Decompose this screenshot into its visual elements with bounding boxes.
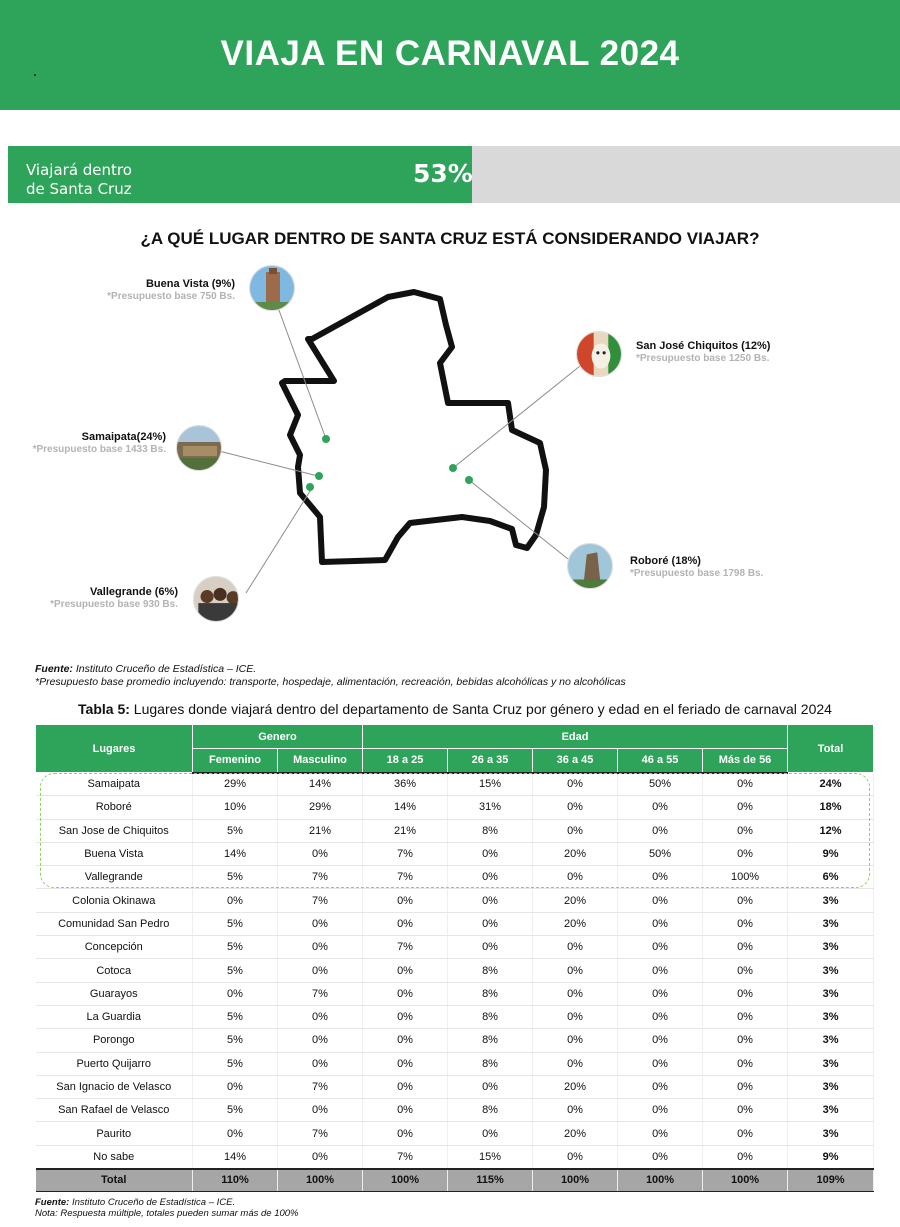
- table-cell: 0%: [533, 773, 618, 796]
- table-cell: 0%: [703, 1005, 788, 1028]
- table-row: [36, 1029, 874, 1052]
- robore-photo: [567, 543, 613, 589]
- table-cell: 21%: [363, 819, 448, 842]
- table-row: [36, 959, 874, 982]
- dot-buena-vista: [322, 435, 330, 443]
- table-cell: 0%: [278, 1029, 363, 1052]
- total-cell: 109%: [788, 1169, 874, 1192]
- table-cell: 3%: [788, 982, 874, 1005]
- table-cell: 0%: [618, 796, 703, 819]
- table-cell: 0%: [533, 1052, 618, 1075]
- row-label: Guarayos: [36, 982, 193, 1005]
- table-cell: 0%: [618, 982, 703, 1005]
- table-cell: 7%: [278, 1075, 363, 1098]
- table-cell: 0%: [533, 866, 618, 889]
- table-cell: 0%: [618, 1029, 703, 1052]
- table-cell: 0%: [703, 936, 788, 959]
- table-cell: 8%: [448, 1052, 533, 1075]
- table-cell: 7%: [363, 842, 448, 865]
- map-notes: Fuente: Instituto Cruceño de Estadística – ICE. *Presupuesto base promedio incluyendo: transporte, hospedaje, alimentación, recreación, bebidas alcohólicas y no alcohólicas: [35, 663, 626, 688]
- header-dot: [34, 74, 36, 76]
- table-cell: 0%: [448, 866, 533, 889]
- table-cell: 14%: [193, 842, 278, 865]
- table-cell: 0%: [618, 912, 703, 935]
- table-cell: 50%: [618, 842, 703, 865]
- row-label: San Jose de Chiquitos: [36, 819, 193, 842]
- table-cell: 50%: [618, 773, 703, 796]
- label-buena-vista: Buena Vista (9%) *Presupuesto base 750 Bs.: [107, 278, 235, 302]
- table-cell: 0%: [448, 936, 533, 959]
- row-label: San Ignacio de Velasco: [36, 1075, 193, 1098]
- table-cell: 0%: [703, 773, 788, 796]
- table-cell: 3%: [788, 1029, 874, 1052]
- subheader-cell: 46 a 55: [618, 749, 703, 773]
- table-cell: 5%: [193, 819, 278, 842]
- table-cell: 7%: [363, 936, 448, 959]
- table-cell: 0%: [448, 842, 533, 865]
- table-cell: 15%: [448, 773, 533, 796]
- table-cell: 0%: [533, 959, 618, 982]
- label-vallegrande: Vallegrande (6%) *Presupuesto base 930 Bs.: [50, 586, 178, 610]
- table-cell: 3%: [788, 1099, 874, 1122]
- table-cell: 7%: [363, 1145, 448, 1168]
- table-cell: 7%: [278, 982, 363, 1005]
- table-cell: 0%: [533, 1145, 618, 1168]
- table-cell: 0%: [363, 1052, 448, 1075]
- total-label: Total: [36, 1169, 193, 1192]
- table-row: [36, 912, 874, 935]
- subheader-cell: Más de 56: [703, 749, 788, 773]
- table-cell: 0%: [363, 1075, 448, 1098]
- table-cell: 0%: [448, 912, 533, 935]
- label-samaipata: Samaipata(24%) *Presupuesto base 1433 Bs.: [32, 431, 166, 455]
- table-cell: 7%: [363, 866, 448, 889]
- table-cell: 0%: [703, 982, 788, 1005]
- table-cell: 0%: [363, 889, 448, 912]
- table-cell: 10%: [193, 796, 278, 819]
- table-cell: 0%: [618, 819, 703, 842]
- dot-vallegrande: [306, 483, 314, 491]
- progress-label: Viajará dentro de Santa Cruz: [26, 161, 132, 198]
- row-label: Colonia Okinawa: [36, 889, 193, 912]
- table-cell: 3%: [788, 1075, 874, 1098]
- table-cell: 5%: [193, 1099, 278, 1122]
- table-cell: 3%: [788, 959, 874, 982]
- table-cell: 0%: [363, 912, 448, 935]
- header-total: Total: [788, 725, 874, 773]
- table-cell: 0%: [278, 936, 363, 959]
- table-cell: 0%: [703, 959, 788, 982]
- table-row: [36, 936, 874, 959]
- table-cell: 0%: [278, 1099, 363, 1122]
- table-row: [36, 889, 874, 912]
- table-cell: 29%: [193, 773, 278, 796]
- table-cell: 0%: [618, 936, 703, 959]
- table-cell: 8%: [448, 1099, 533, 1122]
- table-row: [36, 1052, 874, 1075]
- san-jose-photo: [576, 331, 622, 377]
- row-label: La Guardia: [36, 1005, 193, 1028]
- samaipata-photo: [176, 425, 222, 471]
- table-cell: 8%: [448, 1005, 533, 1028]
- total-row: [36, 1169, 874, 1192]
- table-cell: 15%: [448, 1145, 533, 1168]
- table-cell: 8%: [448, 959, 533, 982]
- total-cell: 100%: [278, 1169, 363, 1192]
- table-cell: 3%: [788, 1005, 874, 1028]
- header-lugares: Lugares: [36, 725, 193, 773]
- row-label: Vallegrande: [36, 866, 193, 889]
- table-cell: 0%: [703, 842, 788, 865]
- table-cell: 0%: [363, 982, 448, 1005]
- dot-san-jose: [449, 464, 457, 472]
- table-cell: 0%: [363, 1122, 448, 1145]
- table-cell: 24%: [788, 773, 874, 796]
- table-cell: 0%: [703, 912, 788, 935]
- total-cell: 110%: [193, 1169, 278, 1192]
- table-cell: 0%: [618, 889, 703, 912]
- row-label: Concepción: [36, 936, 193, 959]
- table-cell: 0%: [703, 1145, 788, 1168]
- places-table: [35, 724, 874, 1192]
- table-cell: 0%: [703, 796, 788, 819]
- table-cell: 0%: [278, 959, 363, 982]
- table-cell: 8%: [448, 1029, 533, 1052]
- table-cell: 0%: [278, 842, 363, 865]
- table-row: [36, 866, 874, 889]
- row-label: Porongo: [36, 1029, 193, 1052]
- progress-percentage: 53%: [413, 159, 473, 188]
- table-cell: 0%: [193, 1075, 278, 1098]
- table-row: [36, 1075, 874, 1098]
- table-cell: 0%: [448, 1075, 533, 1098]
- table-cell: 9%: [788, 1145, 874, 1168]
- connector-vallegrande: [246, 488, 312, 593]
- table-cell: 0%: [448, 889, 533, 912]
- table-cell: 0%: [703, 1099, 788, 1122]
- subheader-cell: 36 a 45: [533, 749, 618, 773]
- table-cell: 0%: [533, 982, 618, 1005]
- table-cell: 0%: [618, 1052, 703, 1075]
- label-san-jose: San José Chiquitos (12%) *Presupuesto base 1250 Bs.: [636, 340, 771, 364]
- table-cell: 0%: [278, 1145, 363, 1168]
- table-cell: 29%: [278, 796, 363, 819]
- table-cell: 0%: [278, 1052, 363, 1075]
- section-question: ¿A QUÉ LUGAR DENTRO DE SANTA CRUZ ESTÁ CONSIDERANDO VIAJAR?: [140, 229, 760, 248]
- table-cell: 12%: [788, 819, 874, 842]
- table-cell: 0%: [703, 1029, 788, 1052]
- table-cell: 0%: [533, 796, 618, 819]
- table-cell: 3%: [788, 889, 874, 912]
- table-cell: 0%: [448, 1122, 533, 1145]
- total-cell: 115%: [448, 1169, 533, 1192]
- santa-cruz-map: [0, 255, 900, 655]
- row-label: Roboré: [36, 796, 193, 819]
- table-cell: 0%: [193, 889, 278, 912]
- table-cell: 0%: [618, 1005, 703, 1028]
- table-cell: 20%: [533, 912, 618, 935]
- table-row: [36, 819, 874, 842]
- table-cell: 3%: [788, 1052, 874, 1075]
- table-cell: 0%: [618, 866, 703, 889]
- subheader-cell: 18 a 25: [363, 749, 448, 773]
- subheader-cell: Femenino: [193, 749, 278, 773]
- buena-vista-photo: [249, 265, 295, 311]
- row-label: Paurito: [36, 1122, 193, 1145]
- table-cell: 14%: [278, 773, 363, 796]
- table-cell: 0%: [363, 1099, 448, 1122]
- row-label: San Rafael de Velasco: [36, 1099, 193, 1122]
- table-cell: 5%: [193, 912, 278, 935]
- table-cell: 0%: [363, 1029, 448, 1052]
- row-label: Samaipata: [36, 773, 193, 796]
- label-robore: Roboré (18%) *Presupuesto base 1798 Bs.: [630, 555, 764, 579]
- table-cell: 5%: [193, 1005, 278, 1028]
- table-cell: 0%: [533, 1005, 618, 1028]
- table-row: [36, 1145, 874, 1168]
- table-cell: 20%: [533, 1075, 618, 1098]
- total-cell: 100%: [533, 1169, 618, 1192]
- table-cell: 7%: [278, 1122, 363, 1145]
- table-cell: 0%: [618, 1075, 703, 1098]
- table-cell: 3%: [788, 936, 874, 959]
- table-cell: 20%: [533, 1122, 618, 1145]
- subheader-cell: Masculino: [278, 749, 363, 773]
- table-cell: 9%: [788, 842, 874, 865]
- total-cell: 100%: [703, 1169, 788, 1192]
- table-cell: 0%: [703, 1052, 788, 1075]
- table-cell: 0%: [703, 1075, 788, 1098]
- table-cell: 6%: [788, 866, 874, 889]
- row-label: Cotoca: [36, 959, 193, 982]
- table-cell: 21%: [278, 819, 363, 842]
- table-cell: 0%: [533, 819, 618, 842]
- table-cell: 20%: [533, 889, 618, 912]
- table-row: [36, 796, 874, 819]
- table-cell: 18%: [788, 796, 874, 819]
- table-cell: 0%: [618, 959, 703, 982]
- table-row: [36, 773, 874, 796]
- table-cell: 0%: [618, 1099, 703, 1122]
- header-genero: Genero: [193, 725, 363, 749]
- table-cell: 100%: [703, 866, 788, 889]
- table-cell: 14%: [363, 796, 448, 819]
- table-cell: 5%: [193, 959, 278, 982]
- table-cell: 20%: [533, 842, 618, 865]
- table-cell: 8%: [448, 982, 533, 1005]
- dot-robore: [465, 476, 473, 484]
- table-cell: 5%: [193, 1029, 278, 1052]
- total-cell: 100%: [363, 1169, 448, 1192]
- table-title: Tabla 5: Lugares donde viajará dentro del departamento de Santa Cruz por género y edad en el feriado de carnaval 2024: [78, 701, 832, 717]
- header-edad: Edad: [363, 725, 788, 749]
- table-cell: 7%: [278, 866, 363, 889]
- dot-samaipata: [315, 472, 323, 480]
- table-cell: 0%: [278, 912, 363, 935]
- table-cell: 31%: [448, 796, 533, 819]
- table-cell: 0%: [193, 1122, 278, 1145]
- row-label: Puerto Quijarro: [36, 1052, 193, 1075]
- page-title: VIAJA EN CARNAVAL 2024: [220, 34, 680, 73]
- table-cell: 0%: [533, 1029, 618, 1052]
- table-cell: 0%: [703, 889, 788, 912]
- subheader-cell: 26 a 35: [448, 749, 533, 773]
- table-cell: 0%: [618, 1122, 703, 1145]
- table-cell: 14%: [193, 1145, 278, 1168]
- table-row: [36, 1122, 874, 1145]
- table-footnote: Fuente: Instituto Cruceño de Estadística – ICE. Nota: Respuesta múltiple, totales pueden sumar más de 100%: [35, 1197, 299, 1219]
- table-cell: 3%: [788, 1122, 874, 1145]
- table-cell: 7%: [278, 889, 363, 912]
- table-cell: 0%: [618, 1145, 703, 1168]
- table-cell: 0%: [363, 959, 448, 982]
- connector-san-jose: [453, 366, 580, 468]
- table-row: [36, 982, 874, 1005]
- travel-progress-bar: [8, 146, 900, 203]
- table-cell: 5%: [193, 1052, 278, 1075]
- table-cell: 5%: [193, 866, 278, 889]
- table-cell: 36%: [363, 773, 448, 796]
- table-cell: 0%: [533, 1099, 618, 1122]
- page-header: [0, 0, 900, 110]
- table-cell: 0%: [278, 1005, 363, 1028]
- table-row: [36, 1005, 874, 1028]
- row-label: Buena Vista: [36, 842, 193, 865]
- table-row: [36, 1099, 874, 1122]
- table-cell: 0%: [193, 982, 278, 1005]
- table-cell: 5%: [193, 936, 278, 959]
- total-cell: 100%: [618, 1169, 703, 1192]
- table-cell: 0%: [703, 1122, 788, 1145]
- vallegrande-photo: [193, 576, 239, 622]
- table-cell: 0%: [363, 1005, 448, 1028]
- table-body: [36, 773, 874, 1192]
- table-cell: 0%: [703, 819, 788, 842]
- table-cell: 0%: [533, 936, 618, 959]
- row-label: No sabe: [36, 1145, 193, 1168]
- table-cell: 8%: [448, 819, 533, 842]
- row-label: Comunidad San Pedro: [36, 912, 193, 935]
- table-cell: 3%: [788, 912, 874, 935]
- table-row: [36, 842, 874, 865]
